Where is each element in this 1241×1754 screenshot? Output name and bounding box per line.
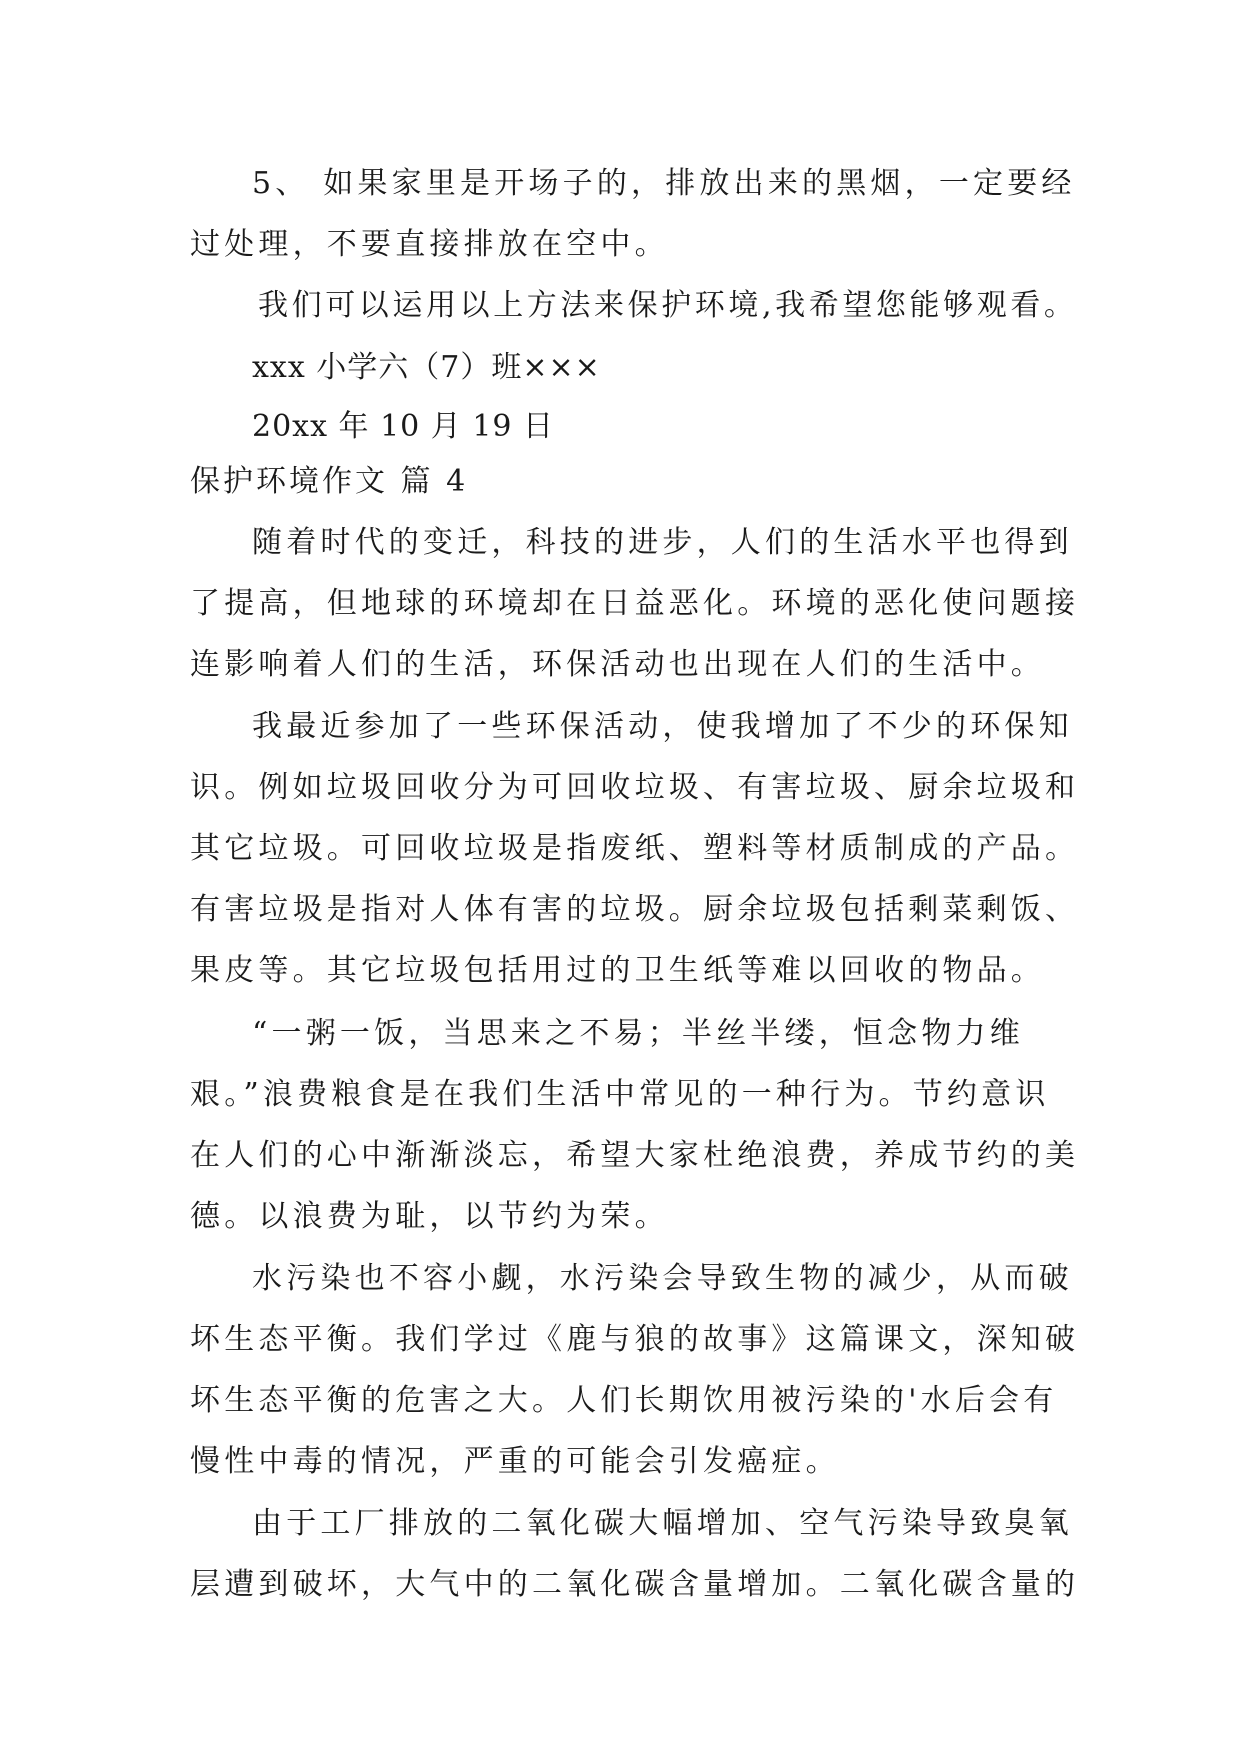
text-line: 艰。”浪费粮食是在我们生活中常见的一种行为。节约意识: [190, 1077, 1050, 1112]
section-title: 保护环境作文 篇 4: [190, 464, 469, 499]
text-line: 随着时代的变迁，科技的进步，人们的生活水平也得到: [252, 525, 1073, 560]
text-line: 我最近参加了一些环保活动，使我增加了不少的环保知: [252, 709, 1073, 744]
text-line: 水污染也不容小觑，水污染会导致生物的减少，从而破: [252, 1261, 1073, 1296]
date-line: 20xx 年 10 月 19 日: [252, 409, 555, 444]
text-line: 过处理，不要直接排放在空中。: [190, 227, 669, 262]
text-line: 其它垃圾。可回收垃圾是指废纸、塑料等材质制成的产品。: [190, 831, 1080, 866]
text-line: 有害垃圾是指对人体有害的垃圾。厨余垃圾包括剩菜剩饭、: [190, 892, 1080, 927]
text-line: 在人们的心中渐渐淡忘，希望大家杜绝浪费，养成节约的美: [190, 1138, 1080, 1173]
text-line: 我们可以运用以上方法来保护环境,我希望您能够观看。: [258, 288, 1078, 323]
text-line: 坏生态平衡。我们学过《鹿与狼的故事》这篇课文，深知破: [190, 1322, 1080, 1357]
text-line: 层遭到破坏，大气中的二氧化碳含量增加。二氧化碳含量的: [190, 1567, 1080, 1602]
text-line: 了提高，但地球的环境却在日益恶化。环境的恶化使问题接: [190, 586, 1080, 621]
text-line: 由于工厂排放的二氧化碳大幅增加、空气污染导致臭氧: [252, 1506, 1073, 1541]
text-line: 连影响着人们的生活，环保活动也出现在人们的生活中。: [190, 647, 1045, 682]
text-line: 果皮等。其它垃圾包括用过的卫生纸等难以回收的物品。: [190, 953, 1045, 988]
text-line: 坏生态平衡的危害之大。人们长期饮用被污染的'水后会有: [190, 1383, 1058, 1418]
signature-line: xxx 小学六（7）班×××: [252, 350, 601, 385]
text-line: 慢性中毒的情况，严重的可能会引发癌症。: [190, 1444, 840, 1479]
text-line: 德。以浪费为耻，以节约为荣。: [190, 1199, 669, 1234]
text-line: “一粥一饭，当思来之不易；半丝半缕，恒念物力维: [252, 1016, 1024, 1051]
text-line: 识。例如垃圾回收分为可回收垃圾、有害垃圾、厨余垃圾和: [190, 770, 1080, 805]
text-line: 5、 如果家里是开场子的，排放出来的黑烟，一定要经: [252, 166, 1076, 201]
